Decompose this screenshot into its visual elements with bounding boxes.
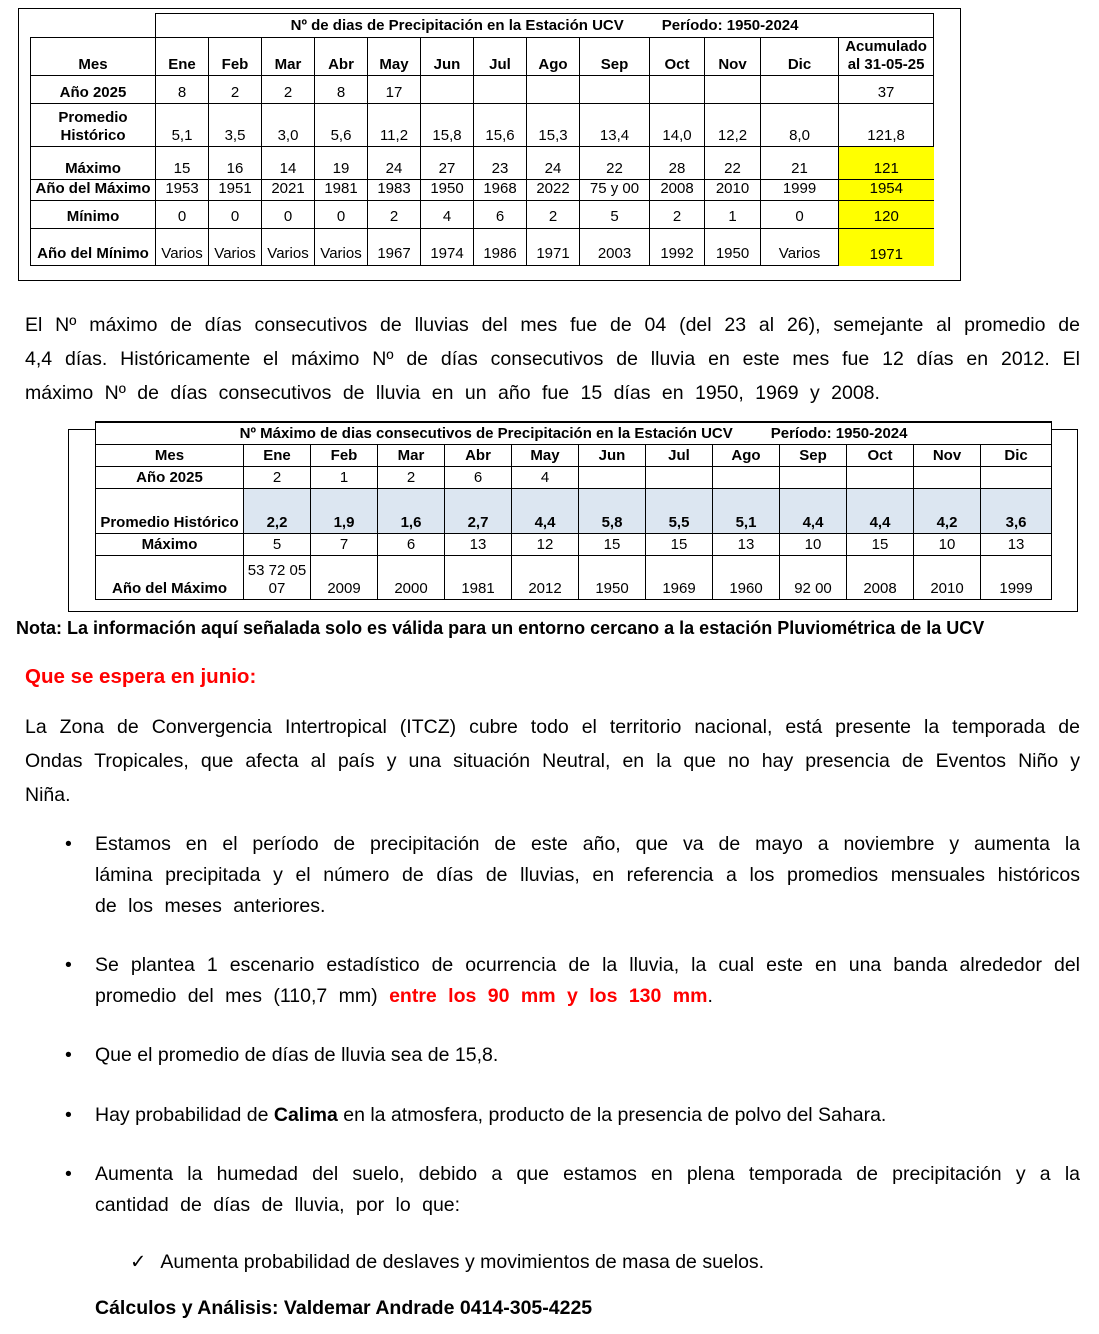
- table-cell: [646, 467, 713, 489]
- col-header-month: Jun: [421, 38, 474, 76]
- table-cell: 24: [527, 147, 580, 180]
- col-header-month: Ene: [156, 38, 209, 76]
- table-cell: 1950: [421, 180, 474, 201]
- table-cell: 0: [262, 201, 315, 229]
- table-cell: 11,2: [368, 104, 421, 147]
- table-cell: [579, 467, 646, 489]
- col-header-month: Feb: [209, 38, 262, 76]
- table-cell: 5,1: [156, 104, 209, 147]
- table-cell: [761, 76, 839, 104]
- col-header-month: Nov: [705, 38, 761, 76]
- table-cell: 24: [368, 147, 421, 180]
- table2-title: Nº Máximo de dias consecutivos de Precipitación en la Estación UCV Período: 1950-2024: [96, 422, 1052, 445]
- table-cell: 2022: [527, 180, 580, 201]
- expectations-list: [25, 829, 1080, 1222]
- table-cell: 5,5: [646, 489, 713, 534]
- credits-line: Cálculos y Análisis: Valdemar Andrade 0414-305-4225: [95, 1296, 593, 1319]
- col-header-month: May: [368, 38, 421, 76]
- table-cell: [650, 76, 705, 104]
- table-cell: 21: [761, 147, 839, 180]
- expectations-heading: Que se espera en junio:: [25, 664, 257, 688]
- table-cell: 2: [650, 201, 705, 229]
- table-cell: 17: [368, 76, 421, 104]
- table-cell: [780, 467, 847, 489]
- table-cell: 0: [156, 201, 209, 229]
- table-cell: 1974: [421, 229, 474, 266]
- col-header-month: Ago: [527, 38, 580, 76]
- table-cell: 1971: [527, 229, 580, 266]
- table-cell: 1950: [579, 556, 646, 600]
- col-header-month: Nov: [914, 445, 981, 467]
- col-header-month: Jul: [646, 445, 713, 467]
- table-cell: 0: [761, 201, 839, 229]
- row-label: Año 2025: [31, 76, 156, 104]
- table-cell: 2021: [262, 180, 315, 201]
- table-cell: 75 y 00: [580, 180, 650, 201]
- table-cell: 5,1: [713, 489, 780, 534]
- row-label: Promedio Histórico: [31, 104, 156, 147]
- table-cell: 2009: [311, 556, 378, 600]
- table-cell: 4,4: [780, 489, 847, 534]
- table-cell: 5: [244, 534, 311, 556]
- row-label: Máximo: [96, 534, 244, 556]
- total-cell: 1971: [839, 229, 934, 266]
- col-header-month: Mar: [262, 38, 315, 76]
- table-cell: 2: [209, 76, 262, 104]
- table-cell: [421, 76, 474, 104]
- table-cell: [981, 467, 1052, 489]
- blank-cell: [31, 14, 156, 38]
- checkmark-icon: ✓: [130, 1251, 147, 1274]
- table-cell: 15,6: [474, 104, 527, 147]
- table-cell: 1983: [368, 180, 421, 201]
- table-cell: [847, 467, 914, 489]
- table-cell: 15: [579, 534, 646, 556]
- consecutive-days-table-box: [68, 424, 1078, 612]
- col-header-month: Jul: [474, 38, 527, 76]
- table-cell: 13,4: [580, 104, 650, 147]
- row-label: Año del Máximo: [31, 180, 156, 201]
- table-cell: 2,2: [244, 489, 311, 534]
- table-cell: 8,0: [761, 104, 839, 147]
- table-cell: 2008: [847, 556, 914, 600]
- table-header-row: [31, 38, 934, 76]
- list-item: • Aumenta la humedad del suelo, debido a que estamos en plena temporada de precipitación y a la cantidad de días de lluvia, por lo que:: [25, 1159, 1080, 1221]
- table-cell: 1999: [981, 556, 1052, 600]
- table-cell: 2: [244, 467, 311, 489]
- calima-emphasis: Calima: [273, 1103, 338, 1126]
- list-item: • Estamos en el período de precipitación de este año, que va de mayo a noviembre y aumenta la lámina precipitada y el número de días de lluvias, en referencia a los promedios mensuales históricos de los meses anteriores.: [25, 829, 1080, 923]
- table-cell: 6: [474, 201, 527, 229]
- table-cell: 15: [646, 534, 713, 556]
- col-header-month: Dic: [761, 38, 839, 76]
- table-cell: Varios: [156, 229, 209, 266]
- table-row: [31, 180, 934, 201]
- col-header-month: Dic: [981, 445, 1052, 467]
- table-cell: 15: [847, 534, 914, 556]
- table-cell: 22: [580, 147, 650, 180]
- precip-days-table-box: [18, 8, 961, 281]
- table-cell: 2010: [914, 556, 981, 600]
- precip-days-table: [30, 13, 934, 266]
- table-cell: 5,6: [315, 104, 368, 147]
- table-cell: 0: [209, 201, 262, 229]
- table-row: [31, 76, 934, 104]
- row-label: Máximo: [31, 147, 156, 180]
- table-cell: 13: [981, 534, 1052, 556]
- table-cell: 14: [262, 147, 315, 180]
- table-cell: 3,0: [262, 104, 315, 147]
- table-cell: 2003: [580, 229, 650, 266]
- table-cell: 4: [512, 467, 579, 489]
- table-cell: 28: [650, 147, 705, 180]
- col-header-month: Jun: [579, 445, 646, 467]
- table-cell: 13: [445, 534, 512, 556]
- table-cell: 1: [705, 201, 761, 229]
- table-cell: 1981: [445, 556, 512, 600]
- itcz-paragraph: La Zona de Convergencia Intertropical (ITCZ) cubre todo el territorio nacional, está presente la temporada de Ondas Tropicales, que afecta al país y una situación Neutral, en la que no hay presencia de Eventos Niño y Niña.: [25, 715, 1080, 806]
- table-cell: Varios: [761, 229, 839, 266]
- col-header-mes: Mes: [31, 38, 156, 76]
- row-label: Año del Mínimo: [31, 229, 156, 266]
- table1-body: [31, 76, 934, 266]
- table-cell: 1953: [156, 180, 209, 201]
- table-cell: 1951: [209, 180, 262, 201]
- table-cell: [713, 467, 780, 489]
- total-cell: 121,8: [839, 104, 934, 147]
- table-cell: 15,3: [527, 104, 580, 147]
- col-header-month: Abr: [445, 445, 512, 467]
- col-header-month: Feb: [311, 445, 378, 467]
- col-header-month: Oct: [847, 445, 914, 467]
- table-cell: 6: [445, 467, 512, 489]
- table-cell: 2012: [512, 556, 579, 600]
- table-cell: [474, 76, 527, 104]
- table-cell: 4: [421, 201, 474, 229]
- table-cell: 1960: [713, 556, 780, 600]
- table-row: [96, 467, 1052, 489]
- table-cell: 3,5: [209, 104, 262, 147]
- rain-range-highlight: entre los 90 mm y los 130 mm: [389, 985, 708, 1008]
- table-cell: 8: [315, 76, 368, 104]
- table-cell: 10: [914, 534, 981, 556]
- table-cell: 1968: [474, 180, 527, 201]
- col-header-month: Ago: [713, 445, 780, 467]
- table-cell: 1981: [315, 180, 368, 201]
- table-cell: 1967: [368, 229, 421, 266]
- table-cell: 2: [527, 201, 580, 229]
- table-cell: 1969: [646, 556, 713, 600]
- table-row: [31, 147, 934, 180]
- table-cell: 2: [368, 201, 421, 229]
- table-cell: 2: [262, 76, 315, 104]
- list-item: • Hay probabilidad de Calima en la atmosfera, producto de la presencia de polvo del Sahara.: [25, 1100, 1080, 1131]
- row-label: Mínimo: [31, 201, 156, 229]
- table-cell: Varios: [315, 229, 368, 266]
- table-cell: 4,2: [914, 489, 981, 534]
- table-cell: 2008: [650, 180, 705, 201]
- table-cell: [705, 76, 761, 104]
- list-item: • Que el promedio de días de lluvia sea de 15,8.: [25, 1040, 1080, 1071]
- row-label: Año 2025: [96, 467, 244, 489]
- table-row: [96, 556, 1052, 600]
- table-cell: 15: [156, 147, 209, 180]
- table-cell: 7: [311, 534, 378, 556]
- table-cell: 53 72 05 07: [244, 556, 311, 600]
- table-cell: 2000: [378, 556, 445, 600]
- table-row: [96, 489, 1052, 534]
- table1-title: Nº de dias de Precipitación en la Estación UCV Período: 1950-2024: [156, 14, 934, 38]
- table-cell: 5,8: [579, 489, 646, 534]
- table-cell: 19: [315, 147, 368, 180]
- table-cell: 2,7: [445, 489, 512, 534]
- table-cell: 1992: [650, 229, 705, 266]
- nota-line: Nota: La información aquí señalada solo es válida para un entorno cercano a la estación Pluviométrica de la UCV: [16, 617, 985, 638]
- total-cell: 121: [839, 147, 934, 180]
- table-cell: 1: [311, 467, 378, 489]
- table-cell: [580, 76, 650, 104]
- col-header-month: Ene: [244, 445, 311, 467]
- table-cell: 1999: [761, 180, 839, 201]
- table-cell: 5: [580, 201, 650, 229]
- table-cell: 0: [315, 201, 368, 229]
- table-cell: 27: [421, 147, 474, 180]
- col-header-mes: Mes: [96, 445, 244, 467]
- table-cell: 8: [156, 76, 209, 104]
- table-row: [31, 201, 934, 229]
- table-cell: 1986: [474, 229, 527, 266]
- table-cell: 23: [474, 147, 527, 180]
- table-row: [96, 534, 1052, 556]
- table-cell: 15,8: [421, 104, 474, 147]
- table-cell: 4,4: [512, 489, 579, 534]
- table-cell: [527, 76, 580, 104]
- table-cell: Varios: [262, 229, 315, 266]
- table-cell: 22: [705, 147, 761, 180]
- table-cell: 4,4: [847, 489, 914, 534]
- col-header-month: Sep: [580, 38, 650, 76]
- row-label: Promedio Histórico: [96, 489, 244, 534]
- total-cell: 1954: [839, 180, 934, 201]
- table-title-row: [96, 422, 1052, 445]
- table-cell: 92 00: [780, 556, 847, 600]
- consecutive-days-paragraph: El Nº máximo de días consecutivos de lluvias del mes fue de 04 (del 23 al 26), semejante al promedio de 4,4 días. Históricamente el máximo Nº de días consecutivos de lluvia en este mes fue 12 días en 2012. El máximo Nº de días consecutivos de lluvia en un año fue 15 días en 1950, 1969 y 2008.: [25, 314, 1080, 404]
- table-title-row: [31, 14, 934, 38]
- table-cell: 6: [378, 534, 445, 556]
- table-cell: 3,6: [981, 489, 1052, 534]
- col-header-acumulado: Acumulado al 31-05-25: [839, 38, 934, 76]
- table-cell: 1950: [705, 229, 761, 266]
- col-header-month: Mar: [378, 445, 445, 467]
- col-header-month: May: [512, 445, 579, 467]
- table2-body: [96, 467, 1052, 600]
- consecutive-days-table: [95, 421, 1052, 601]
- check-list-item: ✓ Aumenta probabilidad de deslaves y movimientos de masa de suelos.: [130, 1251, 765, 1274]
- table-row: [31, 229, 934, 266]
- table-cell: Varios: [209, 229, 262, 266]
- table-cell: 10: [780, 534, 847, 556]
- total-cell: 120: [839, 201, 934, 229]
- table-row: [31, 104, 934, 147]
- table-cell: 12,2: [705, 104, 761, 147]
- table-cell: 16: [209, 147, 262, 180]
- col-header-month: Oct: [650, 38, 705, 76]
- table-header-row: [96, 445, 1052, 467]
- table-cell: 1,6: [378, 489, 445, 534]
- table-cell: 2010: [705, 180, 761, 201]
- row-label: Año del Máximo: [96, 556, 244, 600]
- table-cell: 13: [713, 534, 780, 556]
- table-cell: 1,9: [311, 489, 378, 534]
- table-cell: 12: [512, 534, 579, 556]
- total-cell: 37: [839, 76, 934, 104]
- table-cell: 14,0: [650, 104, 705, 147]
- table-cell: 2: [378, 467, 445, 489]
- col-header-month: Abr: [315, 38, 368, 76]
- col-header-month: Sep: [780, 445, 847, 467]
- table-cell: [914, 467, 981, 489]
- list-item: • Se plantea 1 escenario estadístico de ocurrencia de la lluvia, la cual este en una banda alrededor del promedio del mes (110,7 mm) entre los 90 mm y los 130 mm.: [25, 950, 1080, 1012]
